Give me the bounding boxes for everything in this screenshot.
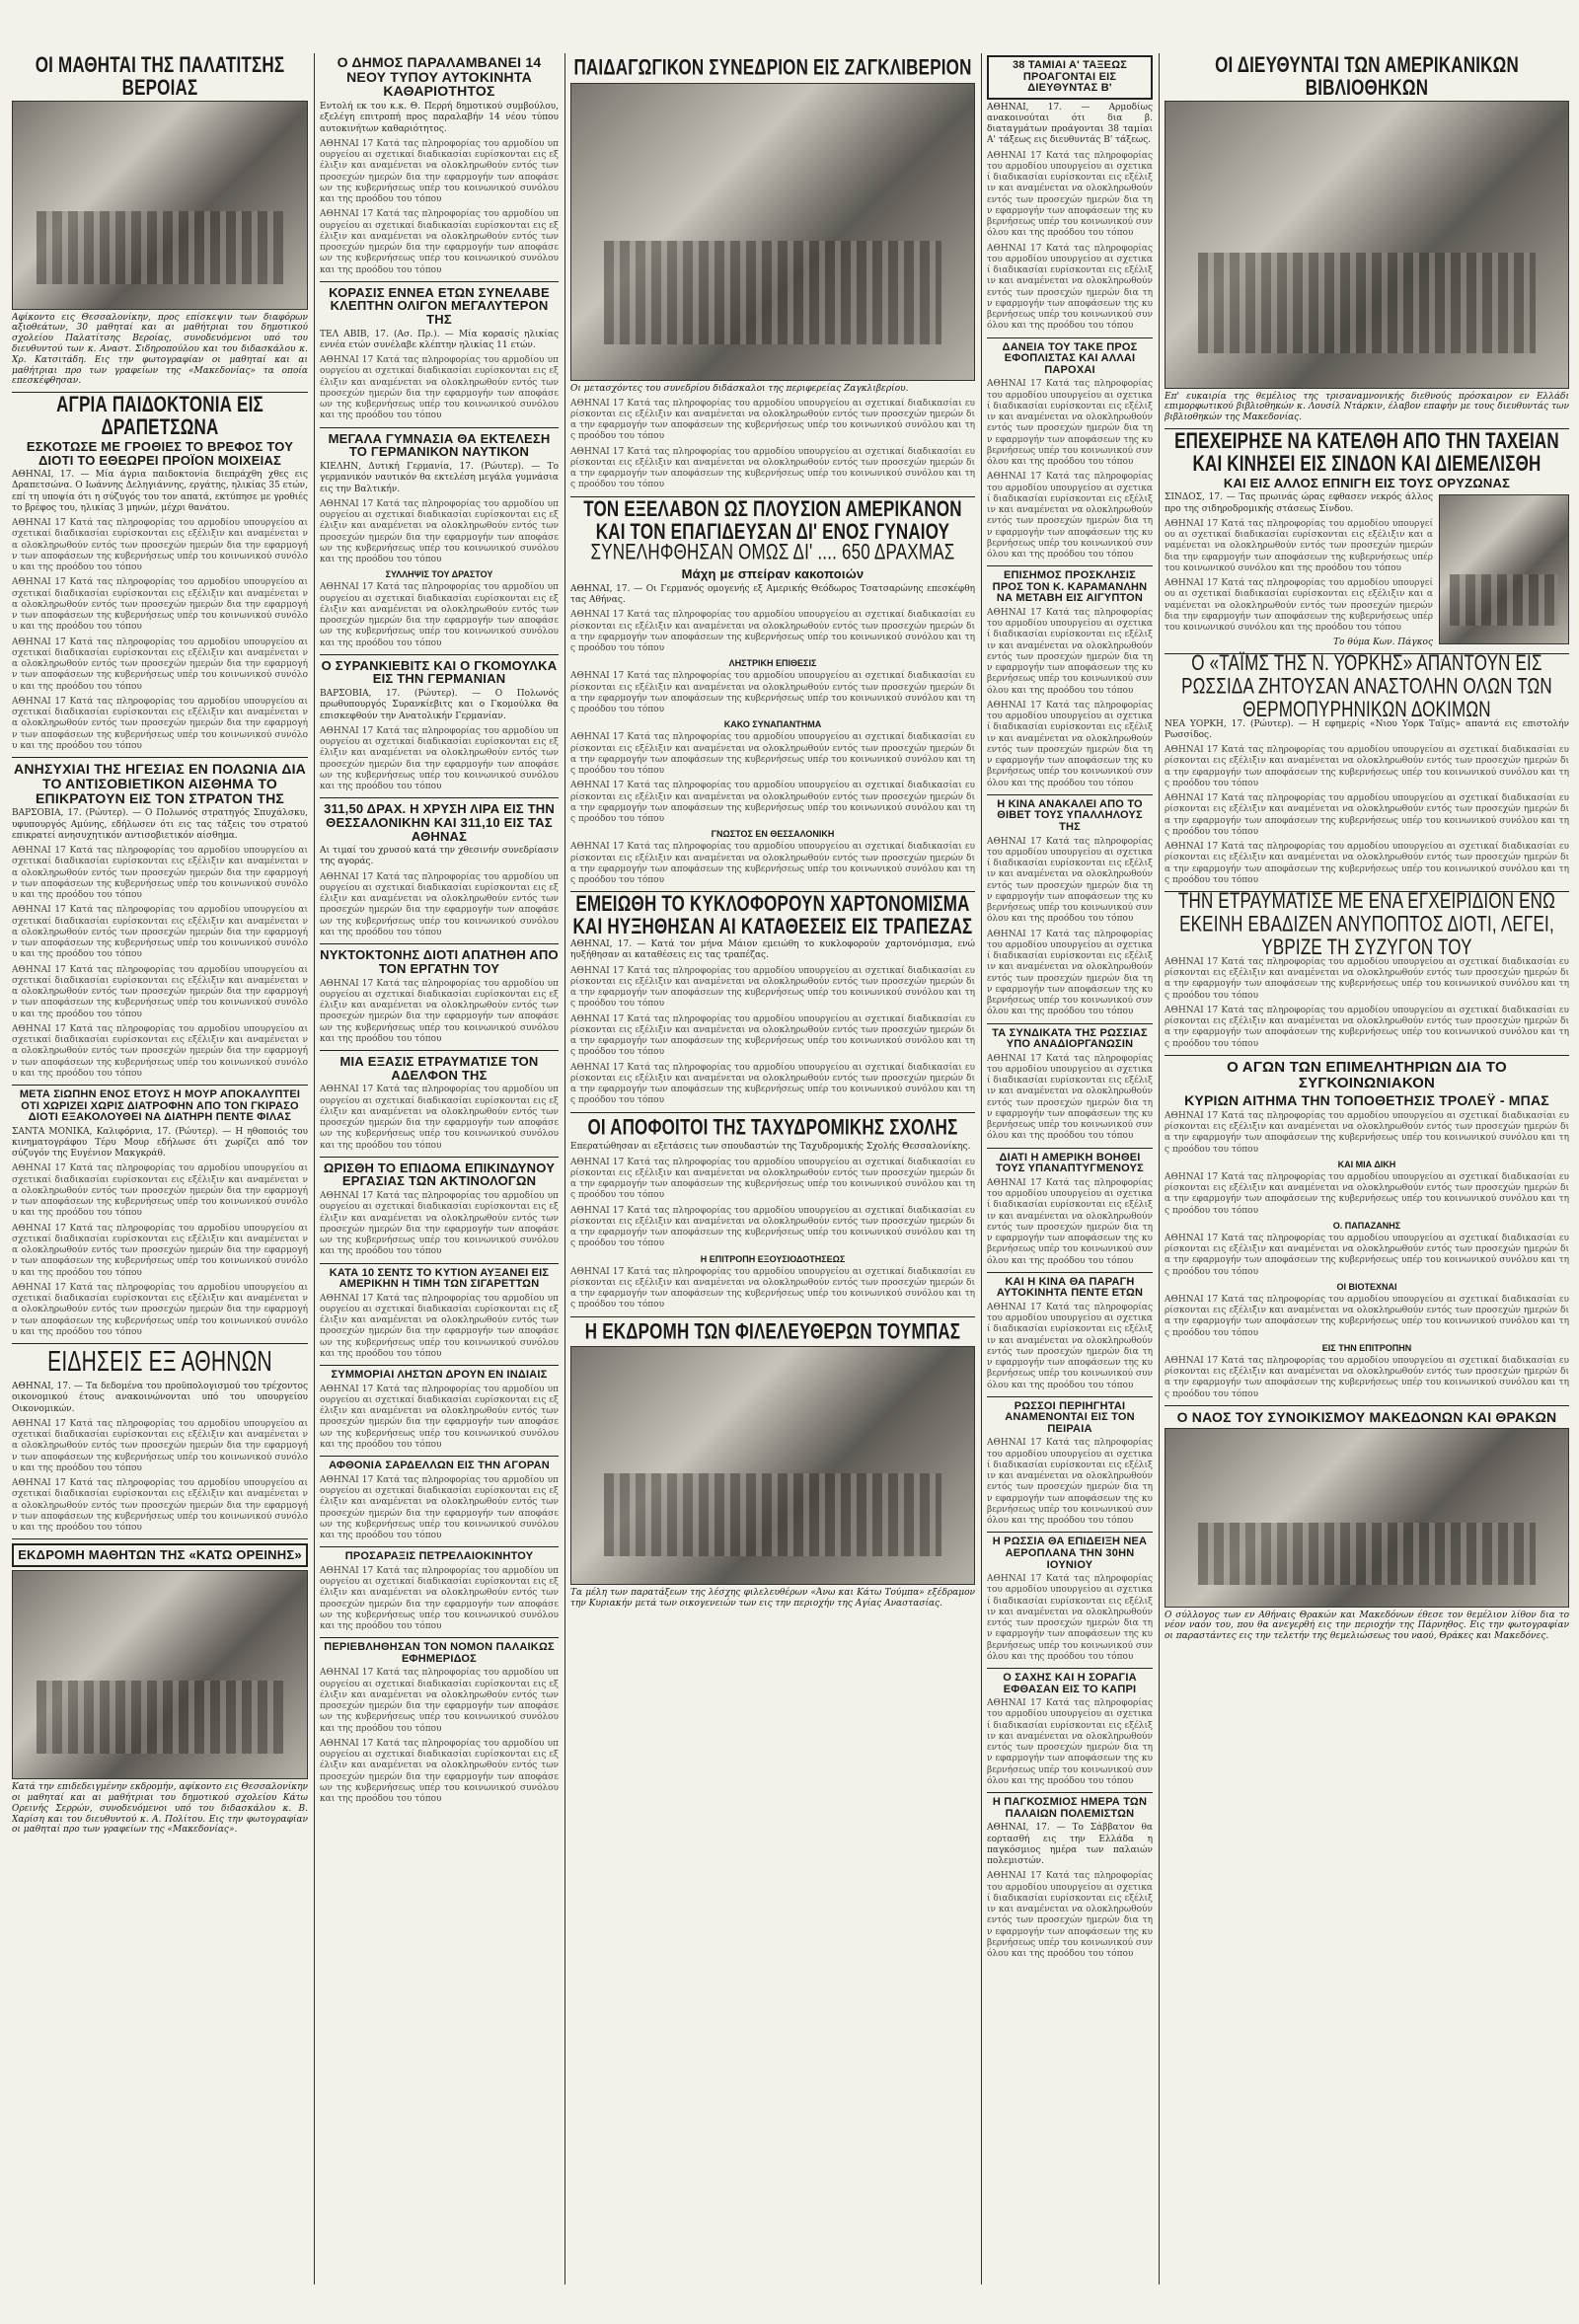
article-body: ΑΘΗΝΑΙ 17 Κατά τας πληροφορίας του αρμοδίου υπουργείου αι σχετικαί διαδικασίαι ευρίσκονται εις εξέλιξιν και αναμένεται να ολοκληρωθούν εντός των προσεχών ημερών δια την εφαρμογήν των αποφάσεων της κυβερνήσεως υπέρ του κοινωνικού συνόλου και της προόδου του τόπου xyxy=(987,1698,1153,1786)
column-1 xyxy=(12,53,308,2285)
article-body: ΑΘΗΝΑΙ 17 Κατά τας πληροφορίας του αρμοδίου υπουργείου αι σχετικαί διαδικασίαι ευρίσκονται εις εξέλιξιν και αναμένεται να ολοκληρωθούν εντός των προσεχών ημερών δια την εφαρμογήν των αποφάσεων της κυβερνήσεως υπέρ του κοινωνικού συνόλου και της προόδου του τόπου xyxy=(987,929,1153,1017)
article-body: ΑΘΗΝΑΙ 17 Κατά τας πληροφορίας του αρμοδίου υπουργείου αι σχετικαί διαδικασίαι ευρίσκονται εις εξέλιξιν και αναμένεται να ολοκληρωθούν εντός των προσεχών ημερών δια την εφαρμογήν των αποφάσεων της κυβερνήσεως υπέρ του κοινωνικού συνόλου και της προόδου του τόπου xyxy=(1165,518,1433,573)
article-body: ΑΘΗΝΑΙ 17 Κατά τας πληροφορίας του αρμοδίου υπουργείου αι σχετικαί διαδικασίαι ευρίσκονται εις εξέλιξιν και αναμένεται να ολοκληρωθούν εντός των προσεχών ημερών δια την εφαρμογήν των αποφάσεων της κυβερνήσεως υπέρ του κοινωνικού συνόλου και της προόδου του τόπου xyxy=(12,1023,308,1079)
article-body: ΑΘΗΝΑΙ 17 Κατά τας πληροφορίας του αρμοδίου υπουργείου αι σχετικαί διαδικασίαι ευρίσκονται εις εξέλιξιν και αναμένεται να ολοκληρωθούν εντός των προσεχών ημερών δια την εφαρμογήν των αποφάσεων της κυβερνήσεως υπέρ του κοινωνικού συνόλου και της προόδου του τόπου xyxy=(570,1013,975,1058)
article-body: ΑΘΗΝΑΙ 17 Κατά τας πληροφορίας του αρμοδίου υπουργείου αι σχετικαί διαδικασίαι ευρίσκονται εις εξέλιξιν και αναμένεται να ολοκληρωθούν εντός των προσεχών ημερών δια την εφαρμογήν των αποφάσεων της κυβερνήσεως υπέρ του κοινωνικού συνόλου και της προόδου του τόπου xyxy=(320,871,559,937)
headline: ΜΕΓΑΛΑ ΓΥΜΝΑΣΙΑ ΘΑ ΕΚΤΕΛΕΣΗ ΤΟ ΓΕΡΜΑΝΙΚΟΝ ΝΑΥΤΙΚΟΝ xyxy=(328,430,551,460)
divider xyxy=(320,1456,559,1457)
headline: Ο ΝΑΟΣ ΤΟΥ ΣΥΝΟΙΚΙΣΜΟΥ ΜΑΚΕΔΟΝΩΝ ΚΑΙ ΘΡΑΚΩΝ xyxy=(1176,1408,1557,1425)
section-subhead: ΕΙΣ ΤΗΝ ΕΠΙΤΡΟΠΗΝ xyxy=(1321,1342,1412,1353)
article-body: ΑΘΗΝΑΙ 17 Κατά τας πληροφορίας του αρμοδίου υπουργείου αι σχετικαί διαδικασίαι ευρίσκονται εις εξέλιξιν και αναμένεται να ολοκληρωθούν εντός των προσεχών ημερών δια την εφαρμογήν των αποφάσεων της κυβερνήσεως υπέρ του κοινωνικού συνόλου και της προόδου του τόπου xyxy=(987,607,1153,696)
article-body: ΑΘΗΝΑΙ 17 Κατά τας πληροφορίας του αρμοδίου υπουργείου αι σχετικαί διαδικασίαι ευρίσκονται εις εξέλιξιν και αναμένεται να ολοκληρωθούν εντός των προσεχών ημερών δια την εφαρμογήν των αποφάσεων της κυβερνήσεως υπέρ του κοινωνικού συνόλου και της προόδου του τόπου xyxy=(1165,1005,1569,1049)
divider xyxy=(320,1546,559,1547)
headline: Ο ΣΑΧΗΣ ΚΑΙ Η ΣΟΡΑΓΙΑ ΕΦΘΑΣΑΝ ΕΙΣ ΤΟ ΚΑΠΡΙ xyxy=(1003,1672,1137,1695)
article-body: ΑΘΗΝΑΙ 17 Κατά τας πληροφορίας του αρμοδίου υπουργείου αι σχετικαί διαδικασίαι ευρίσκονται εις εξέλιξιν και αναμένεται να ολοκληρωθούν εντός των προσεχών ημερών δια την εφαρμογήν των αποφάσεων της κυβερνήσεως υπέρ του κοινωνικού συνόλου και της προόδου του τόπου xyxy=(12,1478,308,1534)
article-body: ΑΘΗΝΑΙ 17 Κατά τας πληροφορίας του αρμοδίου υπουργείου αι σχετικαί διαδικασίαι ευρίσκονται εις εξέλιξιν και αναμένεται να ολοκληρωθούν εντός των προσεχών ημερών δια την εφαρμογήν των αποφάσεων της κυβερνήσεως υπέρ του κοινωνικού συνόλου και της προόδου του τόπου xyxy=(320,1668,559,1734)
article-body: ΑΘΗΝΑΙ 17 Κατά τας πληροφορίας του αρμοδίου υπουργείου αι σχετικαί διαδικασίαι ευρίσκονται εις εξέλιξιν και αναμένεται να ολοκληρωθούν εντός των προσεχών ημερών δια την εφαρμογήν των αποφάσεων της κυβερνήσεως υπέρ του κοινωνικού συνόλου και της προόδου του τόπου xyxy=(570,446,975,490)
photo-toumba-excursion xyxy=(570,1346,975,1585)
column-2 xyxy=(320,53,559,2285)
article-body: ΑΘΗΝΑΙ 17 Κατά τας πληροφορίας του αρμοδίου υπουργείου αι σχετικαί διαδικασίαι ευρίσκονται εις εξέλιξιν και αναμένεται να ολοκληρωθούν εντός των προσεχών ημερών δια την εφαρμογήν των αποφάσεων της κυβερνήσεως υπέρ του κοινωνικού συνόλου και της προόδου του τόπου xyxy=(570,610,975,654)
article-body: ΑΘΗΝΑΙ 17 Κατά τας πληροφορίας του αρμοδίου υπουργείου αι σχετικαί διαδικασίαι ευρίσκονται εις εξέλιξιν και αναμένεται να ολοκληρωθούν εντός των προσεχών ημερών δια την εφαρμογήν των αποφάσεων της κυβερνήσεως υπέρ του κοινωνικού συνόλου και της προόδου του τόπου xyxy=(987,150,1153,239)
article-body: ΑΘΗΝΑΙ 17 Κατά τας πληροφορίας του αρμοδίου υπουργείου αι σχετικαί διαδικασίαι ευρίσκονται εις εξέλιξιν και αναμένεται να ολοκληρωθούν εντός των προσεχών ημερών δια την εφαρμογήν των αποφάσεων της κυβερνήσεως υπέρ του κοινωνικού συνόλου και της προόδου του τόπου xyxy=(320,498,559,565)
headline: Ο «ΤΑΪΜΣ ΤΗΣ Ν. ΥΟΡΚΗΣ» ΑΠΑΝΤΟΥΝ ΕΙΣ ΡΩΣΣΙΔΑ ΖΗΤΟΥΣΑΝ ΑΝΑΣΤΟΛΗΝ ΟΛΩΝ ΤΩΝ ΘΕΡΜΟΠΥΡΗΝΙΚΩΝ ΔΟΚΙΜΩΝ xyxy=(1181,650,1552,721)
headline: ΚΑΙ Η ΚΙΝΑ ΘΑ ΠΑΡΑΓΗ ΑΥΤΟΚΙΝΗΤΑ ΠΕΝΤΕ ΕΤΩΝ xyxy=(996,1275,1144,1300)
article-text: ΑΘΗΝΑΙ, 17. — Τα δεδομένα του προϋπολογισμού του τρέχοντος οικονομικού έτους ανακοινώνονται υπό του υπουργείου Οικονομικών. xyxy=(12,1382,308,1414)
divider xyxy=(987,1396,1153,1397)
article-body: ΑΘΗΝΑΙ 17 Κατά τας πληροφορίας του αρμοδίου υπουργείου αι σχετικαί διαδικασίαι ευρίσκονται εις εξέλιξιν και αναμένεται να ολοκληρωθούν εντός των προσεχών ημερών δια την εφαρμογήν των αποφάσεων της κυβερνήσεως υπέρ του κοινωνικού συνόλου και της προόδου του τόπου xyxy=(320,138,559,205)
article-body: ΑΘΗΝΑΙ 17 Κατά τας πληροφορίας του αρμοδίου υπουργείου αι σχετικαί διαδικασίαι ευρίσκονται εις εξέλιξιν και αναμένεται να ολοκληρωθούν εντός των προσεχών ημερών δια την εφαρμογήν των αποφάσεων της κυβερνήσεως υπέρ του κοινωνικού συνόλου και της προόδου του τόπου xyxy=(1165,1294,1569,1338)
photo-caption: Κατά την επιδεδειγμένην εκδρομήν, αφίκοντο εις Θεσσαλονίκην οι μαθηταί και αι μαθήτριαι του δημοτικού σχολείου Κάτω Ορεινής Σερρών, συνοδευόμενοι υπό του διδασκάλου κ. Β. Χαρίση και του διευθυντού κ. Α. Πολίτου. Εις την φωτογραφίαν οι μαθηταί προ των γραφείων της «Μακεδονίας». xyxy=(12,1782,308,1836)
headline: ΟΙ ΜΑΘΗΤΑΙ ΤΗΣ ΠΑΛΑΤΙΤΣΗΣ ΒΕΡΟΙΑΣ xyxy=(35,53,285,101)
photo-caption: Επ' ευκαιρία της θεμέλιος της τρισαναμνονικής διεθνούς πρόσκαιρον εν Ελλάδι επιμορφωτικού βιβλιοθηκών κ. Λουσίλ Ντάρκιν, έλαβον επαφήν με τους διευθυντάς των βιβλιοθηκών της Μακεδονίας. xyxy=(1165,391,1569,423)
article-body: ΑΘΗΝΑΙ 17 Κατά τας πληροφορίας του αρμοδίου υπουργείου αι σχετικαί διαδικασίαι ευρίσκονται εις εξέλιξιν και αναμένεται να ολοκληρωθούν εντός των προσεχών ημερών δια την εφαρμογήν των αποφάσεων της κυβερνήσεως υπέρ του κοινωνικού συνόλου και της προόδου του τόπου xyxy=(1165,1233,1569,1277)
article-body: ΑΘΗΝΑΙ 17 Κατά τας πληροφορίας του αρμοδίου υπουργείου αι σχετικαί διαδικασίαι ευρίσκονται εις εξέλιξιν και αναμένεται να ολοκληρωθούν εντός των προσεχών ημερών δια την εφαρμογήν των αποφάσεων της κυβερνήσεως υπέρ του κοινωνικού συνόλου και της προόδου του τόπου xyxy=(987,836,1153,925)
article-body: ΑΘΗΝΑΙ 17 Κατά τας πληροφορίας του αρμοδίου υπουργείου αι σχετικαί διαδικασίαι ευρίσκονται εις εξέλιξιν και αναμένεται να ολοκληρωθούν εντός των προσεχών ημερών δια την εφαρμογήν των αποφάσεων της κυβερνήσεως υπέρ του κοινωνικού συνόλου και της προόδου του τόπου xyxy=(320,1191,559,1257)
article-body: ΑΘΗΝΑΙ 17 Κατά τας πληροφορίας του αρμοδίου υπουργείου αι σχετικαί διαδικασίαι ευρίσκονται εις εξέλιξιν και αναμένεται να ολοκληρωθούν εντός των προσεχών ημερών δια την εφαρμογήν των αποφάσεων της κυβερνήσεως υπέρ του κοινωνικού συνόλου και της προόδου του τόπου xyxy=(987,1177,1153,1266)
photo-caption: Οι μετασχόντες του συνεδρίου διδάσκαλοι της περιφερείας Ζαγκλιβερίου. xyxy=(570,383,909,394)
article-text: ΣΑΝΤΑ ΜΟΝΙΚΑ, Καλιφόρνια, 17. (Ρώυτερ). — Η ηθοποιός του κινηματογράφου Τέρυ Μουρ εδήλωσε ότι χωρίζει από τον σύζυγόν της Ευγένιον Μακγκράθ. xyxy=(12,1126,308,1160)
headline: ΡΩΣΣΟΙ ΠΕΡΙΗΓΗΤΑΙ ΑΝΑΜΕΝΟΝΤΑΙ ΕΙΣ ΤΟΝ ΠΕΙΡΑΙΑ xyxy=(1005,1399,1135,1435)
headline: ΤΗΝ ΕΤΡΑΥΜΑΤΙΣΕ ΜΕ ΕΝΑ ΕΓΧΕΙΡΙΔΙΟΝ ΕΝΩ ΕΚΕΙΝΗ ΕΒΑΔΙΖΕΝ ΑΝΥΠΟΠΤΟΣ ΔΙΟΤΙ, ΛΕΓΕΙ, ΥΒΡΙΖΕ ΤΗ ΣΥΖΥΓΟΝ ΤΟΥ xyxy=(1177,888,1556,959)
headline: ΩΡΙΣΘΗ ΤΟ ΕΠΙΔΟΜΑ ΕΠΙΚΙΝΔΥΝΟΥ ΕΡΓΑΣΙΑΣ ΤΩΝ ΑΚΤΙΝΟΛΟΓΩΝ xyxy=(323,1160,556,1189)
article-text: ΑΘΗΝΑΙ, 17. — Μία άγρια παιδοκτονία διεπράχθη χθες εις Δραπετσώνα. Ο Ιωάννης Δεληγιάννης, εργάτης, ηλικίας 35 ετών, επί τη υποψία ότι η σύζυγός του τον απατά, εκτύπησε με γροθιές το βρέφος του, ηλικίας 3 μηνών, μέχρι θανάτου. xyxy=(12,470,308,513)
photo-caption: Τα μέλη των παρατάξεων της λέσχης φιλελευθέρων «Άνω και Κάτω Τούμπα» εξέδραμον την Κυριακήν μετά των οικογενειών των εις την περιοχήν της Αγίας Αναστασίας. xyxy=(570,1588,975,1610)
headline: Η ΕΚΔΡΟΜΗ ΤΩΝ ΦΙΛΕΛΕΥΘΕΡΩΝ ΤΟΥΜΠΑΣ xyxy=(584,1318,961,1344)
article-body: ΑΘΗΝΑΙ 17 Κατά τας πληροφορίας του αρμοδίου υπουργείου αι σχετικαί διαδικασίαι ευρίσκονται εις εξέλιξιν και αναμένεται να ολοκληρωθούν εντός των προσεχών ημερών δια την εφαρμογήν των αποφάσεων της κυβερνήσεως υπέρ του κοινωνικού συνόλου και της προόδου του τόπου xyxy=(12,696,308,751)
divider xyxy=(987,1272,1153,1273)
headline: Ο ΣΥΡΑΝΚΙΕΒΙΤΣ ΚΑΙ Ο ΓΚΟΜΟΥΛΚΑ ΕΙΣ ΤΗΝ ΓΕΡΜΑΝΙΑΝ xyxy=(321,657,558,687)
photo-caption: Ο σύλλογος των εν Αθήναις Θρακών και Μακεδόνων έθεσε τον θεμέλιον λίθον δια το νέον ναόν του, που θα ανεγερθή εις την περιοχήν της Πάρνηθος. Εις την φωτογραφίαν οι παραστάντες εις την τελετήν της θεμελιώσεως του ναού, Θράκες και Μακεδόνες. xyxy=(1165,1610,1569,1642)
headline: ΑΓΡΙΑ ΠΑΙΔΟΚΤΟΝΙΑ ΕΙΣ ΔΡΑΠΕΤΣΩΝΑ xyxy=(56,392,263,440)
article-body: ΑΘΗΝΑΙ 17 Κατά τας πληροφορίας του αρμοδίου υπουργείου αι σχετικαί διαδικασίαι ευρίσκονται εις εξέλιξιν και αναμένεται να ολοκληρωθούν εντός των προσεχών ημερών δια την εφαρμογήν των αποφάσεων της κυβερνήσεως υπέρ του κοινωνικού συνόλου και της προόδου του τόπου xyxy=(570,732,975,777)
divider xyxy=(320,1263,559,1264)
article-text: ΒΑΡΣΟΒΙΑ, 17. (Ρώυτερ). — Ο Πολωνός στρατηγός Σπυχάλσκυ, υφυπουργός Αμύνης, εδήλωσεν ότι εις τας τάξεις του στρατού επικρατεί ανησυχητικόν αντισοβιετικόν αίσθημα. xyxy=(12,808,308,841)
headline: ΠΑΙΔΑΓΩΓΙΚΟΝ ΣΥΝΕΔΡΙΟΝ ΕΙΣ ΖΑΓΚΛΙΒΕΡΙΟΝ xyxy=(573,55,972,80)
article-body: ΑΘΗΝΑΙ 17 Κατά τας πληροφορίας του αρμοδίου υπουργείου αι σχετικαί διαδικασίαι ευρίσκονται εις εξέλιξιν και αναμένεται να ολοκληρωθούν εντός των προσεχών ημερών δια την εφαρμογήν των αποφάσεων της κυβερνήσεως υπέρ του κοινωνικού συνόλου και της προόδου του τόπου xyxy=(1165,578,1433,634)
article-text: ΣΙΝΔΟΣ, 17. — Τας πρωινάς ώρας εφθασεν νεκρός άλλος προ της σιδηροδρομικής στάσεως Σίνδου. xyxy=(1165,492,1433,514)
article-body: ΑΘΗΝΑΙ 17 Κατά τας πληροφορίας του αρμοδίου υπουργείου αι σχετικαί διαδικασίαι ευρίσκονται εις εξέλιξιν και αναμένεται να ολοκληρωθούν εντός των προσεχών ημερών δια την εφαρμογήν των αποφάσεων της κυβερνήσεως υπέρ του κοινωνικού συνόλου και της προόδου του τόπου xyxy=(320,725,559,792)
column-5 xyxy=(1165,53,1569,2285)
article-body: ΑΘΗΝΑΙ 17 Κατά τας πληροφορίας του αρμοδίου υπουργείου αι σχετικαί διαδικασίαι ευρίσκονται εις εξέλιξιν και αναμένεται να ολοκληρωθούν εντός των προσεχών ημερών δια την εφαρμογήν των αποφάσεων της κυβερνήσεως υπέρ του κοινωνικού συνόλου και της προόδου του τόπου xyxy=(1165,1110,1569,1155)
article-text: ΑΘΗΝΑΙ, 17. — Το Σάββατον θα εορτασθή εις την Ελλάδα η παγκόσμιος ημέρα των παλαιών πολεμιστών. xyxy=(987,1823,1153,1867)
divider xyxy=(320,1050,559,1051)
headline: ΠΕΡΙΕΒΛΗΘΗΣΑΝ ΤΟΝ ΝΟΜΟΝ ΠΑΛΑΙΚΩΣ ΕΦΗΜΕΡΙΔΟΣ xyxy=(324,1641,555,1665)
headline: ΜΙΑ ΕΞΑΣΙΣ ΕΤΡΑΥΜΑΤΙΣΕ ΤΟΝ ΑΔΕΛΦΟΝ ΤΗΣ xyxy=(339,1054,539,1083)
photo-victim-portrait xyxy=(1439,494,1569,644)
article-body: ΑΘΗΝΑΙ 17 Κατά τας πληροφορίας του αρμοδίου υπουργείου αι σχετικαί διαδικασίαι ευρίσκονται εις εξέλιξιν και αναμένεται να ολοκληρωθούν εντός των προσεχών ημερών δια την εφαρμογήν των αποφάσεων της κυβερνήσεως υπέρ του κοινωνικού συνόλου και της προόδου του τόπου xyxy=(12,846,308,901)
photo-caption: Αφίκοντο εις Θεσσαλονίκην, προς επίσκεψιν των διαφόρων αξιοθεάτων, 30 μαθηταί και αι μαθήτριαι του δημοτικού σχολείου Παλατίτσης Βεροίας, συνοδευόμενοι υπό του διευθυντού των κ. Αναστ. Σιδηροπούλου και του διδασκάλου κ. Χρ. Κατσιτάδη. Εις την φωτογραφίαν οι μαθηταί και αι μαθήτριαι προ των γραφείων της «Μακεδονίας» τα οποία επεσκέφθησαν. xyxy=(12,312,308,387)
article-body: ΑΘΗΝΑΙ 17 Κατά τας πληροφορίας του αρμοδίου υπουργείου αι σχετικαί διαδικασίαι ευρίσκονται εις εξέλιξιν και αναμένεται να ολοκληρωθούν εντός των προσεχών ημερών δια την εφαρμογήν των αποφάσεων της κυβερνήσεως υπέρ του κοινωνικού συνόλου και της προόδου του τόπου xyxy=(570,1266,975,1311)
article-text: ΚΙΕΛΗΝ, Δυτική Γερμανία, 17. (Ρώυτερ). — Το γερμανικόν ναυτικόν θα εκτελέση μεγάλα γυμνάσια εις την Βαλτικήν. xyxy=(320,462,559,494)
article-body: ΑΘΗΝΑΙ 17 Κατά τας πληροφορίας του αρμοδίου υπουργείου αι σχετικαί διαδικασίαι ευρίσκονται εις εξέλιξιν και αναμένεται να ολοκληρωθούν εντός των προσεχών ημερών δια την εφαρμογήν των αποφάσεων της κυβερνήσεως υπέρ του κοινωνικού συνόλου και της προόδου του τόπου xyxy=(12,1223,308,1278)
subheadline: ΣΥΝΕΛΗΦΘΗΣΑΝ ΟΜΩΣ ΔΙ' .... 650 ΔΡΑΧΜΑΣ xyxy=(590,540,955,565)
article-body: ΑΘΗΝΑΙ 17 Κατά τας πληροφορίας του αρμοδίου υπουργείου αι σχετικαί διαδικασίαι ευρίσκονται εις εξέλιξιν και αναμένεται να ολοκληρωθούν εντός των προσεχών ημερών δια την εφαρμογήν των αποφάσεων της κυβερνήσεως υπέρ του κοινωνικού συνόλου και της προόδου του τόπου xyxy=(12,905,308,960)
divider xyxy=(320,797,559,798)
article-body: ΑΘΗΝΑΙ 17 Κατά τας πληροφορίας του αρμοδίου υπουργείου αι σχετικαί διαδικασίαι ευρίσκονται εις εξέλιξιν και αναμένεται να ολοκληρωθούν εντός των προσεχών ημερών δια την εφαρμογήν των αποφάσεων της κυβερνήσεως υπέρ του κοινωνικού συνόλου και της προόδου του τόπου xyxy=(1165,793,1569,837)
article-body: ΑΘΗΝΑΙ 17 Κατά τας πληροφορίας του αρμοδίου υπουργείου αι σχετικαί διαδικασίαι ευρίσκονται εις εξέλιξιν και αναμένεται να ολοκληρωθούν εντός των προσεχών ημερών δια την εφαρμογήν των αποφάσεων της κυβερνήσεως υπέρ του κοινωνικού συνόλου και της προόδου του τόπου xyxy=(987,1438,1153,1527)
headline: 311,50 ΔΡΑΧ. Η ΧΡΥΣΗ ΛΙΡΑ ΕΙΣ ΤΗΝ ΘΕΣΣΑΛΟΝΙΚΗΝ ΚΑΙ 311,10 ΕΙΣ ΤΑΣ ΑΘΗΝΑΣ xyxy=(324,801,555,844)
article-body: ΑΘΗΝΑΙ 17 Κατά τας πληροφορίας του αρμοδίου υπουργείου αι σχετικαί διαδικασίαι ευρίσκονται εις εξέλιξιν και αναμένεται να ολοκληρωθούν εντός των προσεχών ημερών δια την εφαρμογήν των αποφάσεων της κυβερνήσεως υπέρ του κοινωνικού συνόλου και της προόδου του τόπου xyxy=(987,1053,1153,1142)
headline: ΤΟΝ ΕΞΕΛΑΒΟΝ ΩΣ ΠΛΟΥΣΙΟΝ ΑΜΕΡΙΚΑΝΟΝ ΚΑΙ ΤΟΝ ΕΠΑΓΙΔΕΥΣΑΝ ΔΙ' ΕΝΟΣ ΓΥΝΑΙΟΥ xyxy=(583,495,962,544)
section-subhead: ΣΥΛΛΗΨΙΣ ΤΟΥ ΔΡΑΣΤΟΥ xyxy=(385,569,493,580)
divider xyxy=(320,427,559,428)
section-subhead: ΚΑΙ ΜΙΑ ΔΙΚΗ xyxy=(1337,1159,1396,1169)
headline: ΚΟΡΑΣΙΣ ΕΝΝΕΑ ΕΤΩΝ ΣΥΝΕΛΑΒΕ ΚΛΕΠΤΗΝ ΟΛΙΓΟΝ ΜΕΓΑΛΥΤΕΡΟΝ ΤΗΣ xyxy=(329,284,550,328)
photo-students-kato-oreini xyxy=(12,1570,308,1779)
article-body: ΑΘΗΝΑΙ 17 Κατά τας πληροφορίας του αρμοδίου υπουργείου αι σχετικαί διαδικασίαι ευρίσκονται εις εξέλιξιν και αναμένεται να ολοκληρωθούν εντός των προσεχών ημερών δια την εφαρμογήν των αποφάσεων της κυβερνήσεως υπέρ του κοινωνικού συνόλου και της προόδου του τόπου xyxy=(987,1302,1153,1390)
article-body: ΑΘΗΝΑΙ 17 Κατά τας πληροφορίας του αρμοδίου υπουργείου αι σχετικαί διαδικασίαι ευρίσκονται εις εξέλιξιν και αναμένεται να ολοκληρωθούν εντός των προσεχών ημερών δια την εφαρμογήν των αποφάσεων της κυβερνήσεως υπέρ του κοινωνικού συνόλου και της προόδου του τόπου xyxy=(320,355,559,421)
article-body: ΑΘΗΝΑΙ 17 Κατά τας πληροφορίας του αρμοδίου υπουργείου αι σχετικαί διαδικασίαι ευρίσκονται εις εξέλιξιν και αναμένεται να ολοκληρωθούν εντός των προσεχών ημερών δια την εφαρμογήν των αποφάσεων της κυβερνήσεως υπέρ του κοινωνικού συνόλου και της προόδου του τόπου xyxy=(12,577,308,633)
article-text: Εντολή εκ του κ.κ. Θ. Περρή δημοτικού συμβούλου, εξελέγη επιτροπή προς παραλαβήν 14 νέου τύπου αυτοκινήτων καθαριότητος. xyxy=(320,102,559,134)
article-body: ΑΘΗΝΑΙ 17 Κατά τας πληροφορίας του αρμοδίου υπουργείου αι σχετικαί διαδικασίαι ευρίσκονται εις εξέλιξιν και αναμένεται να ολοκληρωθούν εντός των προσεχών ημερών δια την εφαρμογήν των αποφάσεων της κυβερνήσεως υπέρ του κοινωνικού συνόλου και της προόδου του τόπου xyxy=(1165,1355,1569,1399)
divider xyxy=(320,1637,559,1638)
divider xyxy=(320,1157,559,1158)
article-body: ΑΘΗΝΑΙ 17 Κατά τας πληροφορίας του αρμοδίου υπουργείου αι σχετικαί διαδικασίαι ευρίσκονται εις εξέλιξιν και αναμένεται να ολοκληρωθούν εντός των προσεχών ημερών δια την εφαρμογήν των αποφάσεων της κυβερνήσεως υπέρ του κοινωνικού συνόλου και της προόδου του τόπου xyxy=(320,1293,559,1359)
divider xyxy=(987,1668,1153,1669)
headline: ΑΝΗΣΥΧΙΑΙ ΤΗΣ ΗΓΕΣΙΑΣ ΕΝ ΠΟΛΩΝΙΑ ΔΙΑ ΤΟ ΑΝΤΙΣΟΒΙΕΤΙΚΟΝ ΑΙΣΘΗΜΑ ΤΟ ΕΠΙΚΡΑΤΟΥΝ ΕΙΣ ΤΟΝ ΣΤΡΑΤΟΝ ΤΗΣ xyxy=(14,761,306,806)
headline: ΚΑΤΑ 10 ΣΕΝΤΣ ΤΟ ΚΥΤΙΟΝ ΑΥΞΑΝΕΙ ΕΙΣ ΑΜΕΡΙΚΗΝ Η ΤΙΜΗ ΤΩΝ ΣΙΓΑΡΕΤΤΩΝ xyxy=(329,1266,550,1291)
article-text: Αι τιμαί του χρυσού κατά την χθεσινήν συνεδρίασιν της αγοράς. xyxy=(320,846,559,867)
article-body: ΑΘΗΝΑΙ 17 Κατά τας πληροφορίας του αρμοδίου υπουργείου αι σχετικαί διαδικασίαι ευρίσκονται εις εξέλιξιν και αναμένεται να ολοκληρωθούν εντός των προσεχών ημερών δια την εφαρμογήν των αποφάσεων της κυβερνήσεως υπέρ του κοινωνικού συνόλου και της προόδου του τόπου xyxy=(12,1282,308,1337)
headline: Ο ΔΗΜΟΣ ΠΑΡΑΛΑΜΒΑΝΕΙ 14 ΝΕΟΥ ΤΥΠΟΥ ΑΥΤΟΚΙΝΗΤΑ ΚΑΘΑΡΙΟΤΗΤΟΣ xyxy=(337,54,542,100)
divider xyxy=(570,1316,975,1317)
headline: ΕΠΕΧΕΙΡΗΣΕ ΝΑ ΚΑΤΕΛΘΗ ΑΠΟ ΤΗΝ ΤΑΧΕΙΑΝ ΚΑΙ ΚΙΝΗΣΕΙ ΕΙΣ ΣΙΝΔΟΝ ΚΑΙ ΔΙΕΜΕΛΙΣΘΗ xyxy=(1174,428,1559,477)
article-text: ΤΕΛ ΑΒΙΒ, 17. (Ασ. Πρ.). — Μία κορασίς ηλικίας εννέα ετών συνέλαβε κλέπτην ηλικίας 11 ετών. xyxy=(320,329,559,350)
article-body: ΑΘΗΝΑΙ 17 Κατά τας πληροφορίας του αρμοδίου υπουργείου αι σχετικαί διαδικασίαι ευρίσκονται εις εξέλιξιν και αναμένεται να ολοκληρωθούν εντός των προσεχών ημερών δια την εφαρμογήν των αποφάσεων της κυβερνήσεως υπέρ του κοινωνικού συνόλου και της προόδου του τόπου xyxy=(987,379,1153,468)
article-body: ΑΘΗΝΑΙ 17 Κατά τας πληροφορίας του αρμοδίου υπουργείου αι σχετικαί διαδικασίαι ευρίσκονται εις εξέλιξιν και αναμένεται να ολοκληρωθούν εντός των προσεχών ημερών δια την εφαρμογήν των αποφάσεων της κυβερνήσεως υπέρ του κοινωνικού συνόλου και της προόδου του τόπου xyxy=(987,472,1153,561)
headline: ΤΑ ΣΥΝΔΙΚΑΤΑ ΤΗΣ ΡΩΣΣΙΑΣ ΥΠΟ ΑΝΑΔΙΟΡΓΑΝΩΣΙΝ xyxy=(992,1026,1148,1051)
divider xyxy=(987,1148,1153,1149)
portrait-caption: Το θύμα Κων. Πάγκος xyxy=(1333,637,1433,648)
article-body: ΑΘΗΝΑΙ 17 Κατά τας πληροφορίας του αρμοδίου υπουργείου αι σχετικαί διαδικασίαι ευρίσκονται εις εξέλιξιν και αναμένεται να ολοκληρωθούν εντός των προσεχών ημερών δια την εφαρμογήν των αποφάσεων της κυβερνήσεως υπέρ του κοινωνικού συνόλου και της προόδου του τόπου xyxy=(570,842,975,886)
article-body: ΑΘΗΝΑΙ 17 Κατά τας πληροφορίας του αρμοδίου υπουργείου αι σχετικαί διαδικασίαι ευρίσκονται εις εξέλιξιν και αναμένεται να ολοκληρωθούν εντός των προσεχών ημερών δια την εφαρμογήν των αποφάσεων της κυβερνήσεως υπέρ του κοινωνικού συνόλου και της προόδου του τόπου xyxy=(570,781,975,825)
divider xyxy=(1165,1405,1569,1406)
headline: ΕΙΔΗΣΕΙΣ ΕΞ ΑΘΗΝΩΝ xyxy=(47,1346,272,1379)
divider xyxy=(12,757,308,758)
headline: Η ΡΩΣΣΙΑ ΘΑ ΕΠΙΔΕΙΞΗ ΝΕΑ ΑΕΡΟΠΛΑΝΑ ΤΗΝ 30ΗΝ ΙΟΥΝΙΟΥ xyxy=(992,1536,1148,1571)
section-subhead: ΟΙ ΒΙΟΤΕΧΝΑΙ xyxy=(1336,1281,1397,1292)
divider xyxy=(987,794,1153,795)
article-body: ΑΘΗΝΑΙ 17 Κατά τας πληροφορίας του αρμοδίου υπουργείου αι σχετικαί διαδικασίαι ευρίσκονται εις εξέλιξιν και αναμένεται να ολοκληρωθούν εντός των προσεχών ημερών δια την εφαρμογήν των αποφάσεων της κυβερνήσεως υπέρ του κοινωνικού συνόλου και της προόδου του τόπου xyxy=(570,671,975,715)
section-subhead: Η ΕΠΙΤΡΟΠΗ ΕΞΟΥΣΙΟΔΟΤΗΣΕΩΣ xyxy=(700,1253,846,1264)
article-body: ΑΘΗΝΑΙ 17 Κατά τας πληροφορίας του αρμοδίου υπουργείου αι σχετικαί διαδικασίαι ευρίσκονται εις εξέλιξιν και αναμένεται να ολοκληρωθούν εντός των προσεχών ημερών δια την εφαρμογήν των αποφάσεων της κυβερνήσεως υπέρ του κοινωνικού συνόλου και της προόδου του τόπου xyxy=(320,1085,559,1151)
article-body: ΑΘΗΝΑΙ 17 Κατά τας πληροφορίας του αρμοδίου υπουργείου αι σχετικαί διαδικασίαι ευρίσκονται εις εξέλιξιν και αναμένεται να ολοκληρωθούν εντός των προσεχών ημερών δια την εφαρμογήν των αποφάσεων της κυβερνήσεως υπέρ του κοινωνικού συνόλου και της προόδου του τόπου xyxy=(987,243,1153,332)
subheadline: ΕΣΚΟΤΩΣΕ ΜΕ ΓΡΟΘΙΕΣ ΤΟ ΒΡΕΦΟΣ ΤΟΥ ΔΙΟΤΙ ΤΟ ΕΘΕΩΡΕΙ ΠΡΟΪΟΝ ΜΟΙΧΕΙΑΣ xyxy=(26,438,294,468)
divider xyxy=(12,1343,308,1344)
article-body: ΑΘΗΝΑΙ 17 Κατά τας πληροφορίας του αρμοδίου υπουργείου αι σχετικαί διαδικασίαι ευρίσκονται εις εξέλιξιν και αναμένεται να ολοκληρωθούν εντός των προσεχών ημερών δια την εφαρμογήν των αποφάσεων της κυβερνήσεως υπέρ του κοινωνικού συνόλου και της προόδου του τόπου xyxy=(570,1157,975,1201)
divider xyxy=(987,1792,1153,1793)
column-divider xyxy=(564,53,565,2285)
article-body: ΑΘΗΝΑΙ 17 Κατά τας πληροφορίας του αρμοδίου υπουργείου αι σχετικαί διαδικασίαι ευρίσκονται εις εξέλιξιν και αναμένεται να ολοκληρωθούν εντός των προσεχών ημερών δια την εφαρμογήν των αποφάσεων της κυβερνήσεως υπέρ του κοινωνικού συνόλου και της προόδου του τόπου xyxy=(987,700,1153,788)
headline: ΠΡΟΣΑΡΑΞΙΣ ΠΕΤΡΕΛΑΙΟΚΙΝΗΤΟΥ xyxy=(344,1550,534,1563)
headline: ΜΕΤΑ ΣΙΩΠΗΝ ΕΝΟΣ ΕΤΟΥΣ Η ΜΟΥΡ ΑΠΟΚΑΛΥΠΤΕΙ ΟΤΙ ΧΩΡΙΖΕΙ ΧΩΡΙΣ ΔΙΑΤΡΟΦΗΝ ΑΠΟ ΤΟΝ ΓΚΙΡΑΣΟ ΔΙΟΤΙ ΕΞΑΚΟΛΟΥΘΕΙ ΝΑ ΔΙΑΤΗΡΗ ΠΕΝΤΕ ΦΙΛΑΣ xyxy=(19,1088,301,1124)
article-body: ΑΘΗΝΑΙ 17 Κατά τας πληροφορίας του αρμοδίου υπουργείου αι σχετικαί διαδικασίαι ευρίσκονται εις εξέλιξιν και αναμένεται να ολοκληρωθούν εντός των προσεχών ημερών δια την εφαρμογήν των αποφάσεων της κυβερνήσεως υπέρ του κοινωνικού συνόλου και της προόδου του τόπου xyxy=(12,1163,308,1219)
divider xyxy=(987,337,1153,338)
article-body: ΑΘΗΝΑΙ 17 Κατά τας πληροφορίας του αρμοδίου υπουργείου αι σχετικαί διαδικασίαι ευρίσκονται εις εξέλιξιν και αναμένεται να ολοκληρωθούν εντός των προσεχών ημερών δια την εφαρμογήν των αποφάσεων της κυβερνήσεως υπέρ του κοινωνικού συνόλου και της προόδου του τόπου xyxy=(320,1738,559,1805)
subheadline: ΚΥΡΙΩΝ ΑΙΤΗΜΑ ΤΗΝ ΤΟΠΟΘΕΤΗΣΙΣ ΤΡΟΛΕΫ - ΜΠΑΣ xyxy=(1184,1092,1549,1109)
headline: ΟΙ ΔΙΕΥΘΥΝΤΑΙ ΤΩΝ ΑΜΕΡΙΚΑΝΙΚΩΝ ΒΙΒΛΙΟΘΗΚΩΝ xyxy=(1215,53,1519,101)
article-body: ΑΘΗΝΑΙ 17 Κατά τας πληροφορίας του αρμοδίου υπουργείου αι σχετικαί διαδικασίαι ευρίσκονται εις εξέλιξιν και αναμένεται να ολοκληρωθούν εντός των προσεχών ημερών δια την εφαρμογήν των αποφάσεων της κυβερνήσεως υπέρ του κοινωνικού συνόλου και της προόδου του τόπου xyxy=(320,582,559,648)
headline: ΝΥΚΤΟΚΤΟΝΗΣ ΔΙΟΤΙ ΑΠΑΤΗΘΗ ΑΠΟ ΤΟΝ ΕΡΓΑΤΗΝ ΤΟΥ xyxy=(320,947,559,976)
section-subhead: ΚΑΚΟ ΣΥΝΑΠΑΝΤΗΜΑ xyxy=(723,719,822,730)
article-text: ΑΘΗΝΑΙ, 17. — Οι Γερμανός ομογενής εξ Αμερικής Θεόδωρος Τσατσαρώνης επεσκέφθη τας Αθήνας. xyxy=(570,583,975,606)
subheadline: ΚΑΙ ΕΙΣ ΑΛΛΟΣ ΕΠΝΙΓΗ ΕΙΣ ΤΟΥΣ ΟΡΥΖΩΝΑΣ xyxy=(1223,475,1511,490)
article-body: ΑΘΗΝΑΙ 17 Κατά τας πληροφορίας του αρμοδίου υπουργείου αι σχετικαί διαδικασίαι ευρίσκονται εις εξέλιξιν και αναμένεται να ολοκληρωθούν εντός των προσεχών ημερών δια την εφαρμογήν των αποφάσεων της κυβερνήσεως υπέρ του κοινωνικού συνόλου και της προόδου του τόπου xyxy=(987,1871,1153,1960)
divider xyxy=(1165,1055,1569,1056)
column-divider xyxy=(314,53,315,2285)
section-subhead: Ο. ΠΑΠΑΖΑΝΗΣ xyxy=(1332,1220,1401,1231)
headline: ΕΜΕΙΩΘΗ ΤΟ ΚΥΚΛΟΦΟΡΟΥΝ ΧΑΡΤΟΝΟΜΙΣΜΑ ΚΑΙ ΗΥΞΗΘΗΣΑΝ ΑΙ ΚΑΤΑΘΕΣΕΙΣ ΕΙΣ ΤΡΑΠΕΖΑΣ xyxy=(572,891,973,939)
divider xyxy=(320,654,559,655)
divider xyxy=(987,1023,1153,1024)
headline: ΕΠΙΣΗΜΟΣ ΠΡΟΣΚΛΗΣΙΣ ΠΡΟΣ ΤΟΝ Κ. ΚΑΡΑΜΑΝΛΗΝ ΝΑ ΜΕΤΑΒΗ ΕΙΣ ΑΙΓΥΠΤΟΝ xyxy=(992,569,1148,605)
article-body: ΑΘΗΝΑΙ 17 Κατά τας πληροφορίας του αρμοδίου υπουργείου αι σχετικαί διαδικασίαι ευρίσκονται εις εξέλιξιν και αναμένεται να ολοκληρωθούν εντός των προσεχών ημερών δια την εφαρμογήν των αποφάσεων της κυβερνήσεως υπέρ του κοινωνικού συνόλου και της προόδου του τόπου xyxy=(1165,1171,1569,1216)
divider xyxy=(320,1365,559,1366)
headline: Η ΚΙΝΑ ΑΝΑΚΑΛΕΙ ΑΠΟ ΤΟ ΘΙΒΕΤ ΤΟΥΣ ΥΠΑΛΛΗΛΟΥΣ ΤΗΣ xyxy=(997,797,1143,834)
column-3 xyxy=(570,53,975,2285)
article-text: ΑΘΗΝΑΙ, 17. — Αρμοδίως ανακοινούται ότι δια β. διαταγμάτων προάγονται 38 ταμίαι Α' τάξεως εις διευθυντάς Β' τάξεως. xyxy=(987,102,1153,146)
headline: ΕΚΔΡΟΜΗ ΜΑΘΗΤΩΝ ΤΗΣ «ΚΑΤΩ ΟΡΕΙΝΗΣ» xyxy=(12,1543,308,1567)
article-body: ΑΘΗΝΑΙ 17 Κατά τας πληροφορίας του αρμοδίου υπουργείου αι σχετικαί διαδικασίαι ευρίσκονται εις εξέλιξιν και αναμένεται να ολοκληρωθούν εντός των προσεχών ημερών δια την εφαρμογήν των αποφάσεων της κυβερνήσεως υπέρ του κοινωνικού συνόλου και της προόδου του τόπου xyxy=(570,965,975,1010)
article-body: ΑΘΗΝΑΙ 17 Κατά τας πληροφορίας του αρμοδίου υπουργείου αι σχετικαί διαδικασίαι ευρίσκονται εις εξέλιξιν και αναμένεται να ολοκληρωθούν εντός των προσεχών ημερών δια την εφαρμογήν των αποφάσεων της κυβερνήσεως υπέρ του κοινωνικού συνόλου και της προόδου του τόπου xyxy=(12,637,308,692)
article-text: Επερατώθησαν αι εξετάσεις των σπουδαστών της Ταχυδρομικής Σχολής Θεσσαλονίκης. xyxy=(570,1142,971,1153)
column-divider xyxy=(981,53,982,2285)
section-subhead: ΛΗΣΤΡΙΚΗ ΕΠΙΘΕΣΙΣ xyxy=(728,658,817,669)
column-4 xyxy=(987,53,1153,2285)
article-body: ΑΘΗΝΑΙ 17 Κατά τας πληροφορίας του αρμοδίου υπουργείου αι σχετικαί διαδικασίαι ευρίσκονται εις εξέλιξιν και αναμένεται να ολοκληρωθούν εντός των προσεχών ημερών δια την εφαρμογήν των αποφάσεων της κυβερνήσεως υπέρ του κοινωνικού συνόλου και της προόδου του τόπου xyxy=(987,1574,1153,1662)
article-body: ΑΘΗΝΑΙ 17 Κατά τας πληροφορίας του αρμοδίου υπουργείου αι σχετικαί διαδικασίαι ευρίσκονται εις εξέλιξιν και αναμένεται να ολοκληρωθούν εντός των προσεχών ημερών δια την εφαρμογήν των αποφάσεων της κυβερνήσεως υπέρ του κοινωνικού συνόλου και της προόδου του τόπου xyxy=(320,1384,559,1450)
article-body: ΑΘΗΝΑΙ 17 Κατά τας πληροφορίας του αρμοδίου υπουργείου αι σχετικαί διαδικασίαι ευρίσκονται εις εξέλιξιν και αναμένεται να ολοκληρωθούν εντός των προσεχών ημερών δια την εφαρμογήν των αποφάσεων της κυβερνήσεως υπέρ του κοινωνικού συνόλου και της προόδου του τόπου xyxy=(320,978,559,1044)
photo-church-foundation xyxy=(1165,1428,1569,1608)
headline: Ο ΑΓΩΝ ΤΩΝ ΕΠΙΜΕΛΗΤΗΡΙΩΝ ΔΙΑ ΤΟ ΣΥΓΚΟΙΝΩΝΙΑΚΟΝ xyxy=(1227,1058,1507,1091)
divider xyxy=(12,1538,308,1539)
photo-library-directors xyxy=(1165,101,1569,389)
article-body: ΑΘΗΝΑΙ 17 Κατά τας πληροφορίας του αρμοδίου υπουργείου αι σχετικαί διαδικασίαι ευρίσκονται εις εξέλιξιν και αναμένεται να ολοκληρωθούν εντός των προσεχών ημερών δια την εφαρμογήν των αποφάσεων της κυβερνήσεως υπέρ του κοινωνικού συνόλου και της προόδου του τόπου xyxy=(1165,745,1569,788)
article-text: ΒΑΡΣΟΒΙΑ, 17. (Ρώυτερ). — Ο Πολωνός πρωθυπουργός Συρανκίεβιτς και ο Γκομούλκα θα επισκεφθούν την Ανατολικήν Γερμανίαν. xyxy=(320,689,559,721)
article-body: ΑΘΗΝΑΙ 17 Κατά τας πληροφορίας του αρμοδίου υπουργείου αι σχετικαί διαδικασίαι ευρίσκονται εις εξέλιξιν και αναμένεται να ολοκληρωθούν εντός των προσεχών ημερών δια την εφαρμογήν των αποφάσεων της κυβερνήσεως υπέρ του κοινωνικού συνόλου και της προόδου του τόπου xyxy=(320,209,559,275)
article-body: ΑΘΗΝΑΙ 17 Κατά τας πληροφορίας του αρμοδίου υπουργείου αι σχετικαί διαδικασίαι ευρίσκονται εις εξέλιξιν και αναμένεται να ολοκληρωθούν εντός των προσεχών ημερών δια την εφαρμογήν των αποφάσεων της κυβερνήσεως υπέρ του κοινωνικού συνόλου και της προόδου του τόπου xyxy=(12,518,308,573)
photo-teachers-conference xyxy=(570,83,975,381)
divider xyxy=(12,1085,308,1086)
headline: ΟΙ ΑΠΟΦΟΙΤΟΙ ΤΗΣ ΤΑΧΥΔΡΟΜΙΚΗΣ ΣΧΟΛΗΣ xyxy=(587,1114,958,1140)
article-body: ΑΘΗΝΑΙ 17 Κατά τας πληροφορίας του αρμοδίου υπουργείου αι σχετικαί διαδικασίαι ευρίσκονται εις εξέλιξιν και αναμένεται να ολοκληρωθούν εντός των προσεχών ημερών δια την εφαρμογήν των αποφάσεων της κυβερνήσεως υπέρ του κοινωνικού συνόλου και της προόδου του τόπου xyxy=(12,1418,308,1473)
divider xyxy=(320,281,559,282)
subheadline: Μάχη με σπείραν κακοποιών xyxy=(681,566,865,582)
divider xyxy=(320,943,559,944)
headline: Η ΠΑΓΚΟΣΜΙΟΣ ΗΜΕΡΑ ΤΩΝ ΠΑΛΑΙΩΝ ΠΟΛΕΜΙΣΤΩΝ xyxy=(992,1796,1148,1820)
headline: ΑΦΘΟΝΙΑ ΣΑΡΔΕΛΛΩΝ ΕΙΣ ΤΗΝ ΑΓΟΡΑΝ xyxy=(329,1460,550,1472)
article-text: ΝΕΑ ΥΟΡΚΗ, 17. (Ρώυτερ). — Η εφημερίς «Νιου Υορκ Ταϊμς» απαντά εις επιστολήν Ρωσσίδος. xyxy=(1165,718,1569,740)
article-body: ΑΘΗΝΑΙ 17 Κατά τας πληροφορίας του αρμοδίου υπουργείου αι σχετικαί διαδικασίαι ευρίσκονται εις εξέλιξιν και αναμένεται να ολοκληρωθούν εντός των προσεχών ημερών δια την εφαρμογήν των αποφάσεων της κυβερνήσεως υπέρ του κοινωνικού συνόλου και της προόδου του τόπου xyxy=(570,1062,975,1106)
headline: ΣΥΜΜΟΡΙΑΙ ΛΗΣΤΩΝ ΔΡΟΥΝ ΕΝ ΙΝΔΙΑΙΣ xyxy=(331,1369,548,1382)
article-text: ΑΘΗΝΑΙ, 17. — Κατά τον μήνα Μάιον εμειώθη το κυκλοφορούν χαρτονόμισμα, ενώ ηυξήθησαν αι καταθέσεις εις τας τραπέζας. xyxy=(570,939,975,961)
headline: ΔΙΑΤΙ Η ΑΜΕΡΙΚΗ ΒΟΗΘΕΙ ΤΟΥΣ ΥΠΑΝΑΠΤΥΓΜΕΝΟΥΣ xyxy=(996,1151,1144,1175)
article-body: ΑΘΗΝΑΙ 17 Κατά τας πληροφορίας του αρμοδίου υπουργείου αι σχετικαί διαδικασίαι ευρίσκονται εις εξέλιξιν και αναμένεται να ολοκληρωθούν εντός των προσεχών ημερών δια την εφαρμογήν των αποφάσεων της κυβερνήσεως υπέρ του κοινωνικού συνόλου και της προόδου του τόπου xyxy=(1165,842,1569,885)
article-body: ΑΘΗΝΑΙ 17 Κατά τας πληροφορίας του αρμοδίου υπουργείου αι σχετικαί διαδικασίαι ευρίσκονται εις εξέλιξιν και αναμένεται να ολοκληρωθούν εντός των προσεχών ημερών δια την εφαρμογήν των αποφάσεων της κυβερνήσεως υπέρ του κοινωνικού συνόλου και της προόδου του τόπου xyxy=(570,398,975,442)
photo-students-palatitsa xyxy=(12,101,308,310)
divider xyxy=(987,1532,1153,1533)
article-body: ΑΘΗΝΑΙ 17 Κατά τας πληροφορίας του αρμοδίου υπουργείου αι σχετικαί διαδικασίαι ευρίσκονται εις εξέλιξιν και αναμένεται να ολοκληρωθούν εντός των προσεχών ημερών δια την εφαρμογήν των αποφάσεων της κυβερνήσεως υπέρ του κοινωνικού συνόλου και της προόδου του τόπου xyxy=(320,1474,559,1540)
column-divider xyxy=(1159,53,1160,2285)
article-body: ΑΘΗΝΑΙ 17 Κατά τας πληροφορίας του αρμοδίου υπουργείου αι σχετικαί διαδικασίαι ευρίσκονται εις εξέλιξιν και αναμένεται να ολοκληρωθούν εντός των προσεχών ημερών δια την εφαρμογήν των αποφάσεων της κυβερνήσεως υπέρ του κοινωνικού συνόλου και της προόδου του τόπου xyxy=(320,1565,559,1632)
article-body: ΑΘΗΝΑΙ 17 Κατά τας πληροφορίας του αρμοδίου υπουργείου αι σχετικαί διαδικασίαι ευρίσκονται εις εξέλιξιν και αναμένεται να ολοκληρωθούν εντός των προσεχών ημερών δια την εφαρμογήν των αποφάσεων της κυβερνήσεως υπέρ του κοινωνικού συνόλου και της προόδου του τόπου xyxy=(12,964,308,1019)
article-body: ΑΘΗΝΑΙ 17 Κατά τας πληροφορίας του αρμοδίου υπουργείου αι σχετικαί διαδικασίαι ευρίσκονται εις εξέλιξιν και αναμένεται να ολοκληρωθούν εντός των προσεχών ημερών δια την εφαρμογήν των αποφάσεων της κυβερνήσεως υπέρ του κοινωνικού συνόλου και της προόδου του τόπου xyxy=(570,1205,975,1249)
headline: ΔΑΝΕΙΑ ΤΟΥ ΤΑΚΕ ΠΡΟΣ ΕΦΟΠΛΙΣΤΑΣ ΚΑΙ ΑΛΛΑΙ ΠΑΡΟΧΑΙ xyxy=(1002,340,1138,376)
section-subhead: ΓΝΩΣΤΟΣ ΕΝ ΘΕΣΣΑΛΟΝΙΚΗ xyxy=(711,829,835,840)
divider xyxy=(987,565,1153,566)
divider xyxy=(570,1112,975,1113)
article-body: ΑΘΗΝΑΙ 17 Κατά τας πληροφορίας του αρμοδίου υπουργείου αι σχετικαί διαδικασίαι ευρίσκονται εις εξέλιξιν και αναμένεται να ολοκληρωθούν εντός των προσεχών ημερών δια την εφαρμογήν των αποφάσεων της κυβερνήσεως υπέρ του κοινωνικού συνόλου και της προόδου του τόπου xyxy=(1165,956,1569,1001)
headline: 38 ΤΑΜΙΑΙ Α' ΤΑΞΕΩΣ ΠΡΟΑΓΟΝΤΑΙ ΕΙΣ ΔΙΕΥΘΥΝΤΑΣ Β' xyxy=(987,55,1153,100)
